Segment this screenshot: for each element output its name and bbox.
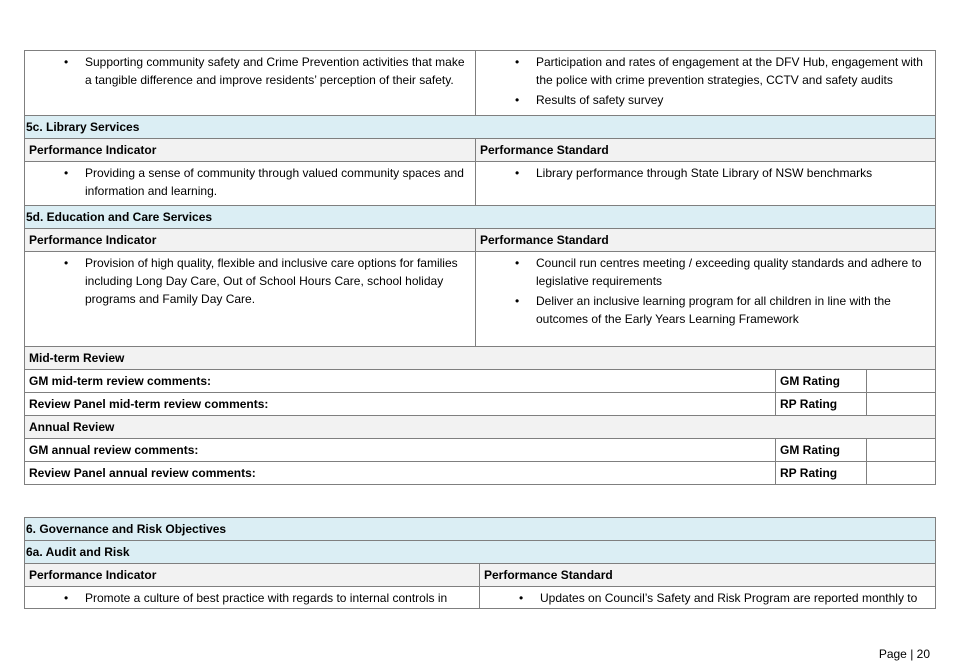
indicator-header: Performance Indicator [25, 139, 476, 162]
gm-rating-label: GM Rating [776, 370, 867, 393]
standard-header: Performance Standard [476, 139, 936, 162]
indicator-header: Performance Indicator [25, 564, 480, 587]
gm-midterm-comments-label: GM mid-term review comments: [25, 370, 776, 393]
section-heading-education: 5d. Education and Care Services [25, 206, 936, 229]
indicator-header: Performance Indicator [25, 229, 476, 252]
rp-annual-rating-field[interactable] [867, 462, 936, 485]
standard-cell [480, 587, 936, 609]
rp-rating-label: RP Rating [776, 393, 867, 416]
table-row [25, 252, 936, 347]
gm-annual-rating-field[interactable] [867, 439, 936, 462]
performance-table-6 [24, 517, 936, 609]
table-row [25, 162, 936, 206]
standard-cell [476, 252, 936, 347]
bullet-list [484, 587, 931, 607]
section-heading-governance: 6. Governance and Risk Objectives [25, 518, 936, 541]
bullet-list [480, 51, 931, 109]
standard-cell [476, 51, 936, 116]
standard-header: Performance Standard [476, 229, 936, 252]
list-item: • Updates on Council’s Safety and Risk Program are reported monthly to [484, 587, 931, 607]
indicator-cell [25, 162, 476, 206]
list-item: • Participation and rates of engagement at the DFV Hub, engagement with the police with crime prevention strategies, CCTV and safety audits [480, 51, 931, 89]
midterm-review-heading: Mid-term Review [25, 347, 936, 370]
list-item: • Provision of high quality, flexible and inclusive care options for families including Long Day Care, Out of School Hours Care, school holiday programs and Family Day Care. [29, 252, 471, 308]
rp-midterm-rating-field[interactable] [867, 393, 936, 416]
list-item: • Library performance through State Library of NSW benchmarks [480, 162, 931, 182]
list-item: • Supporting community safety and Crime Prevention activities that make a tangible difference and improve residents’ perception of their safety. [29, 51, 471, 89]
rp-annual-comments-label: Review Panel annual review comments: [25, 462, 776, 485]
page-number: Page | 20 [878, 647, 930, 661]
standard-cell [476, 162, 936, 206]
indicator-cell [25, 252, 476, 347]
bullet-list [29, 51, 471, 89]
bullet-list [29, 252, 471, 308]
performance-table-5 [24, 50, 936, 485]
list-item: • Council run centres meeting / exceeding quality standards and adhere to legislative requirements [480, 252, 931, 290]
gm-midterm-rating-field[interactable] [867, 370, 936, 393]
indicator-cell [25, 51, 476, 116]
bullet-list [480, 252, 931, 328]
rp-rating-label: RP Rating [776, 462, 867, 485]
bullet-list [480, 162, 931, 182]
standard-header: Performance Standard [480, 564, 936, 587]
indicator-cell [25, 587, 480, 609]
gm-rating-label: GM Rating [776, 439, 867, 462]
annual-review-heading: Annual Review [25, 416, 936, 439]
gm-annual-comments-label: GM annual review comments: [25, 439, 776, 462]
section-heading-library: 5c. Library Services [25, 116, 936, 139]
table-row [25, 587, 936, 609]
subsection-heading-audit: 6a. Audit and Risk [25, 541, 936, 564]
list-item: • Deliver an inclusive learning program for all children in line with the outcomes of the Early Years Learning Framework [480, 290, 931, 328]
list-item: • Results of safety survey [480, 89, 931, 109]
list-item: • Providing a sense of community through valued community spaces and information and learning. [29, 162, 471, 200]
bullet-list [29, 587, 475, 607]
bullet-list [29, 162, 471, 200]
list-item: • Promote a culture of best practice with regards to internal controls in [29, 587, 475, 607]
rp-midterm-comments-label: Review Panel mid-term review comments: [25, 393, 776, 416]
table-row [25, 51, 936, 116]
